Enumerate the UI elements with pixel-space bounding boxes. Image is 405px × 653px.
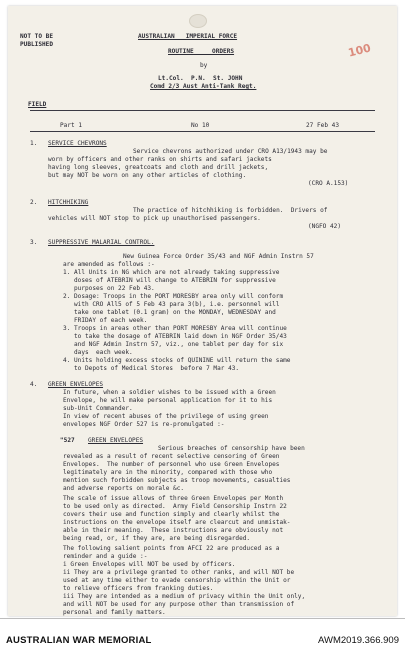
footer-divider xyxy=(0,618,405,619)
section-3-heading: SUPPRESSIVE MALARIAL CONTROL. xyxy=(48,239,155,246)
section-3-line: are amended as follows :- xyxy=(63,261,155,268)
sub-line: reminder and a guide :- xyxy=(63,553,148,560)
section-2-number: 2. xyxy=(30,199,38,206)
section-3-line: and NGF Admin Instrn 57, viz., one tablet per day for six xyxy=(63,341,284,348)
section-3-line: to Depots of Medical Stores before 7 Mar 43. xyxy=(63,365,240,372)
section-1-heading: SERVICE CHEVRONS xyxy=(48,140,107,147)
sub-line: Envelopes. The number of personnel who use Green Envelopes xyxy=(63,461,280,468)
section-2-heading: HITCHHIKING xyxy=(48,199,89,206)
sub-line: and adverse reports on morale &c. xyxy=(63,485,185,492)
order-date: 27 Feb 43 xyxy=(306,122,340,129)
part-label: Part 1 xyxy=(60,122,83,129)
section-3-number: 3. xyxy=(30,239,38,246)
order-number: No 10 xyxy=(191,122,210,129)
footer-institution: AUSTRALIAN WAR MEMORIAL xyxy=(6,635,152,646)
force-name: AUSTRALIAN IMPERIAL FORCE xyxy=(138,33,238,40)
sub-line: able in their meaning. These instructions are obviously not xyxy=(63,527,284,534)
commander-name: Lt.Col. P.N. St. JOHN xyxy=(158,75,243,82)
section-2-line: The practice of hitchhiking is forbidden. Drivers of xyxy=(133,207,328,214)
section-4-line: sub-Unit Commander. xyxy=(63,405,133,412)
sub-line: personal and family matters. xyxy=(63,609,166,616)
section-3-line: days each week. xyxy=(63,349,133,356)
section-1-line: having long sleeves, greatcoats and cloth and drill jackets, xyxy=(48,164,269,171)
section-1-line: Service chevrons authorized under CRO A13/1943 may be xyxy=(133,148,328,155)
sub-line: Serious breaches of censorship have been xyxy=(158,445,305,452)
section-4-sub-heading: GREEN ENVELOPES xyxy=(88,437,144,444)
section-3-line: purposes on 22 Feb 43. xyxy=(63,285,155,292)
sub-line: i Green Envelopes will NOT be used by officers. xyxy=(63,561,236,568)
classification-line-1: NOT TO BE xyxy=(20,33,54,40)
sub-line: The following salient points from AFCI 22 are produced as a xyxy=(63,545,280,552)
section-1-line: but may NOT be worn on any other articles of clothing. xyxy=(48,172,247,179)
section-3-line: to take the dosage of ATEBRIN laid down in NGF Order 35/43 xyxy=(63,333,287,340)
field-label: FIELD xyxy=(28,101,47,108)
sub-line: covers their use and function simply and clearly whilst the xyxy=(63,511,280,518)
sub-line: ii They are a privilege granted to other ranks, and will NOT be xyxy=(63,569,295,576)
by-label: by xyxy=(200,62,208,69)
sub-line: mention such forbidden subjects as troop movements, casualties xyxy=(63,477,291,484)
punch-hole xyxy=(189,14,207,28)
section-4-sub-mark: "527 xyxy=(60,437,75,444)
section-1-line: worn by officers and other ranks on shirts and safari jackets xyxy=(48,156,272,163)
sub-line: iii They are intended as a medium of privacy within the Unit only, xyxy=(63,593,306,600)
sub-line: legitimately are in the minority, compared with those who xyxy=(63,469,273,476)
document-page xyxy=(8,6,397,616)
section-3-line: take one tablet (0.1 gram) on the MONDAY, WEDNESDAY and xyxy=(63,309,276,316)
section-4-line: In future, when a soldier wishes to be issued with a Green xyxy=(63,389,276,396)
sub-line: to be used only as directed. Army Field Censorship Instrn 22 xyxy=(63,503,287,510)
section-3-line: 2. Dosage: Troops in the PORT MORESBY area only will conform xyxy=(63,293,284,300)
section-1-number: 1. xyxy=(30,140,38,147)
header-rule xyxy=(30,110,375,111)
section-1-reference: (CRO A.153) xyxy=(308,180,349,187)
section-3-line: with CRO All5 of 5 Feb 43 para 3(b), i.e. personnel will xyxy=(63,301,280,308)
classification-line-2: PUBLISHED xyxy=(20,41,54,48)
section-4-heading: GREEN ENVELOPES xyxy=(48,381,104,388)
archive-footer xyxy=(0,618,405,653)
footer-catalogue-id: AWM2019.366.909 xyxy=(318,635,399,646)
handwritten-stamp: 100 xyxy=(346,41,373,60)
document-title: ROUTINE ORDERS xyxy=(168,48,235,55)
section-3-line: FRIDAY of each week. xyxy=(63,317,148,324)
section-2-reference: (NGFO 42) xyxy=(308,223,342,230)
command-title: Comd 2/3 Aust Anti-Tank Regt. xyxy=(150,83,257,90)
sub-line: being read, or, if they are, are being disregarded. xyxy=(63,535,251,542)
section-4-line: In view of recent abuses of the privilege of using green xyxy=(63,413,269,420)
sub-line: used at any time either to evade censorship within the Unit or xyxy=(63,577,291,584)
section-3-line: New Guinea Force Order 35/43 and NGF Admin Instrn 57 xyxy=(123,253,314,260)
section-3-line: doses of ATEBRIN will change to ATEBRIN for suppressive xyxy=(63,277,276,284)
sub-line: revealed as a result of recent selective censoring of Green xyxy=(63,453,280,460)
section-4-line: envelopes NGF Order 527 is re-promulgated :- xyxy=(63,421,225,428)
sub-line: The scale of issue allows of three Green Envelopes per Month xyxy=(63,495,284,502)
section-2-line: vehicles will NOT stop to pick up unauthorised passengers. xyxy=(48,215,261,222)
sub-line: and will NOT be used for any purpose other than transmission of xyxy=(63,601,295,608)
section-3-line: 3. Troops in areas other than PORT MORESBY Area will continue xyxy=(63,325,287,332)
sub-line: to relieve officers from franking duties. xyxy=(63,585,214,592)
section-3-line: 1. All Units in NG which are not already taking suppressive xyxy=(63,269,280,276)
part-rule xyxy=(30,131,375,132)
section-4-line: Envelope, he will make personal application for it to his xyxy=(63,397,273,404)
section-3-line: 4. Units holding excess stocks of QUININE will return the same xyxy=(63,357,291,364)
section-4-number: 4. xyxy=(30,381,38,388)
sub-line: instructions on the envelope itself are clearcut and unmistak- xyxy=(63,519,291,526)
